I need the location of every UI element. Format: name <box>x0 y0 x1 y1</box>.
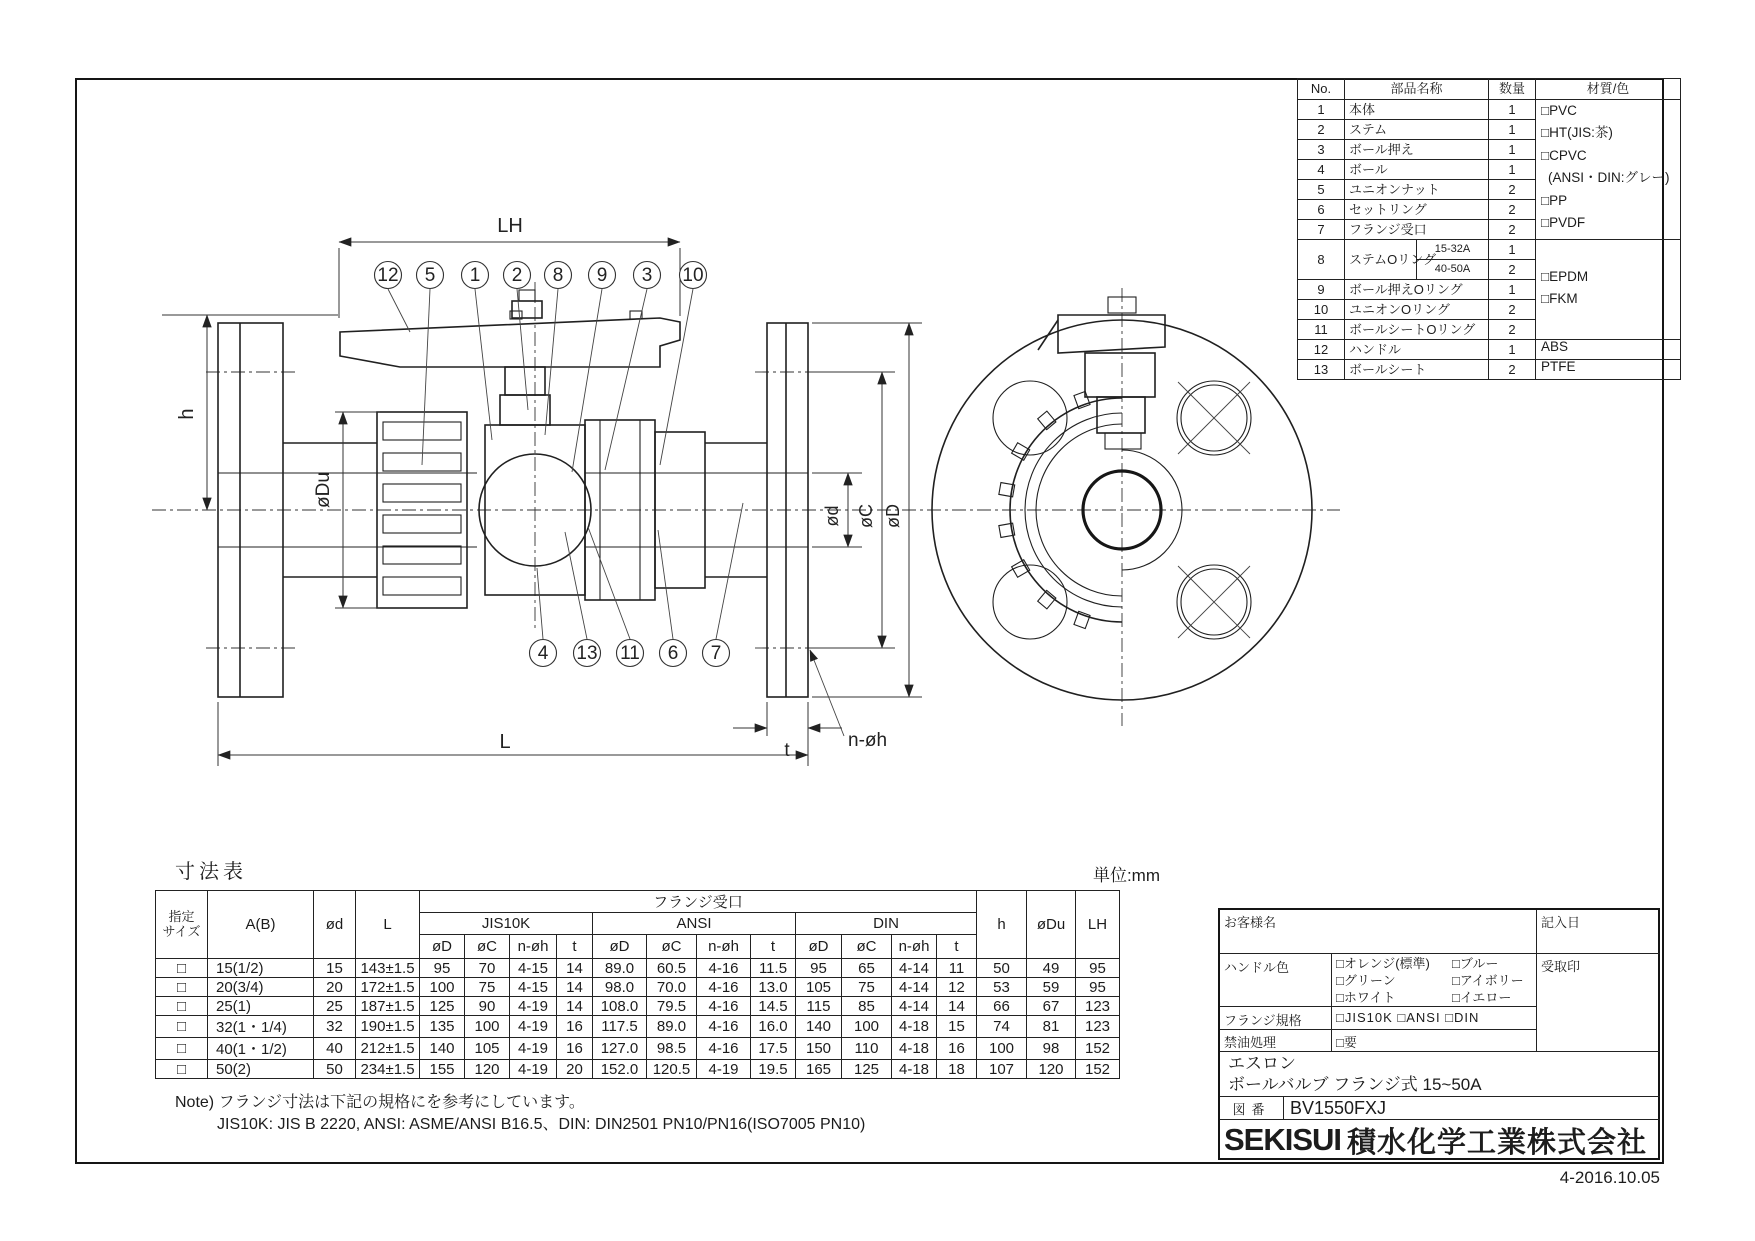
col-ansi: ANSI <box>593 913 796 935</box>
size-checkbox: □ <box>156 1016 208 1038</box>
svg-text:13: 13 <box>576 643 598 664</box>
customer-name-field: お客様名 <box>1220 910 1537 954</box>
company-row <box>1220 1120 1660 1160</box>
note-line-2: JIS10K: JIS B 2220, ANSI: ASME/ANSI B16.5、DIN: DIN2501 PN10/PN16(ISO7005 PN10) <box>217 1116 866 1133</box>
col-od: ød <box>314 891 356 959</box>
dim-t: t <box>784 740 790 761</box>
material-group-2: □EPDM □FKM <box>1536 240 1681 340</box>
col-qty: 数量 <box>1489 79 1536 100</box>
svg-text:11: 11 <box>620 643 640 664</box>
col-L: L <box>356 891 420 959</box>
col-material: 材質/色 <box>1536 79 1681 100</box>
drawing-number-value: BV1550FXJ <box>1284 1097 1660 1120</box>
part-row-8a: 8 ステムOリング 15-32A 1 □EPDM □FKM <box>1298 240 1681 260</box>
revision-date: 4-2016.10.05 <box>1559 1168 1660 1187</box>
col-h: h <box>977 891 1027 959</box>
dim-row: □ 15(1/2) 15 143±1.5 95 70 4-15 14 89.0 60.5 4-16 11.5 95 65 4-14 11 50 49 95 <box>156 959 1120 978</box>
svg-text:3: 3 <box>641 265 653 286</box>
size-checkbox: □ <box>156 1038 208 1060</box>
drawing-number-label: 図番 <box>1220 1097 1284 1120</box>
size-checkbox: □ <box>156 997 208 1016</box>
handle-color-options <box>1332 954 1537 1007</box>
svg-text:10: 10 <box>682 265 704 286</box>
oil-free-label: 禁油処理 <box>1220 1030 1332 1052</box>
part-row: 9 ボール押えOリング 1 <box>1298 280 1681 300</box>
part-row: 11 ボールシートOリング 2 <box>1298 320 1681 340</box>
svg-text:1: 1 <box>469 265 481 286</box>
dim-header-1 <box>156 891 1120 913</box>
col-LH: LH <box>1076 891 1120 959</box>
col-name: 部品名称 <box>1345 79 1489 100</box>
col-flange-group: フランジ受口 <box>420 891 977 913</box>
dim-table-title: 寸法表 <box>175 861 247 883</box>
product-brand: エスロン <box>1228 1054 1296 1073</box>
note-line-1: Note) フランジ寸法は下記の規格にを参考にしています。 <box>175 1094 585 1111</box>
dim-row: □ 20(3/4) 20 172±1.5 100 75 4-15 14 98.0 70.0 4-16 13.0 105 75 4-14 12 53 59 95 <box>156 978 1120 997</box>
oil-free-option: □要 <box>1332 1030 1537 1052</box>
parts-table <box>1297 78 1681 380</box>
svg-text:4: 4 <box>537 643 549 664</box>
col-din: DIN <box>796 913 977 935</box>
dim-row: □ 50(2) 50 234±1.5 155 120 4-19 20 152.0 120.5 4-19 19.5 165 125 4-18 18 107 120 152 <box>156 1060 1120 1079</box>
handle-color-label: ハンドル色 <box>1220 954 1332 1007</box>
svg-text:6: 6 <box>667 643 679 664</box>
svg-text:7: 7 <box>710 643 722 664</box>
col-jis10k: JIS10K <box>420 913 593 935</box>
dim-row: □ 32(1・1/4) 32 190±1.5 135 100 4-19 16 117.5 89.0 4-16 16.0 140 100 4-18 15 74 81 123 <box>156 1016 1120 1038</box>
dim-L: L <box>499 731 511 753</box>
dim-oD: øD <box>883 504 903 528</box>
dim-row: □ 25(1) 25 187±1.5 125 90 4-19 14 108.0 79.5 4-16 14.5 115 85 4-14 14 66 67 123 <box>156 997 1120 1016</box>
part-row: 3 ボール押え 1 <box>1298 140 1681 160</box>
dimension-table <box>155 890 1120 1079</box>
col-no: No. <box>1298 79 1345 100</box>
company-name: 積水化学工業株式会社 <box>1347 1126 1648 1159</box>
handle-color-option: □グリーン <box>1336 973 1396 988</box>
col-ab: A(B) <box>208 891 314 959</box>
svg-text:12: 12 <box>377 265 399 286</box>
part-row: 10 ユニオンOリング 2 <box>1298 300 1681 320</box>
dim-oC: øC <box>856 504 876 528</box>
part-row: 4 ボール 1 <box>1298 160 1681 180</box>
part-row: 6 セットリング 2 <box>1298 200 1681 220</box>
dim-h: h <box>176 408 198 420</box>
handle-color-option: □イエロー <box>1452 990 1512 1005</box>
dim-LH: LH <box>497 215 523 237</box>
dim-od: ød <box>822 505 842 527</box>
flange-standard-label: フランジ規格 <box>1220 1007 1332 1030</box>
part-row: 5 ユニオンナット 2 <box>1298 180 1681 200</box>
entry-date-field: 記入日 <box>1537 910 1660 954</box>
material-group-1: □PVC □HT(JIS:茶) □CPVC (ANSI・DIN:グレー) □PP □PVDF <box>1536 100 1681 240</box>
part-row: 13 ボールシート 2 PTFE <box>1298 360 1681 380</box>
dim-row: □ 40(1・1/2) 40 212±1.5 140 105 4-19 16 127.0 98.5 4-16 17.5 150 110 4-18 16 100 98 152 <box>156 1038 1120 1060</box>
dim-oDu: øDu <box>313 472 334 508</box>
handle <box>340 290 680 367</box>
title-block <box>1218 908 1660 1160</box>
svg-text:9: 9 <box>596 265 608 286</box>
size-checkbox: □ <box>156 959 208 978</box>
handle-color-option: □オレンジ(標準) <box>1336 956 1430 971</box>
flange-standard-options: □JIS10K □ANSI □DIN <box>1332 1007 1537 1030</box>
unit-label: 単位:mm <box>1092 866 1160 885</box>
handle-color-option: □アイボリー <box>1452 973 1524 988</box>
svg-text:2: 2 <box>511 265 523 286</box>
product-name <box>1220 1052 1660 1097</box>
part-row: 7 フランジ受口 2 <box>1298 220 1681 240</box>
parts-header-row <box>1298 79 1681 100</box>
dim-n-oh: n-øh <box>848 730 888 751</box>
col-oDu: øDu <box>1027 891 1076 959</box>
sekisui-logo: SEKISUI <box>1224 1122 1342 1157</box>
product-type: ボールバルブ フランジ式 15~50A <box>1228 1075 1482 1094</box>
valve-drawing <box>100 170 1350 790</box>
svg-text:5: 5 <box>424 265 436 286</box>
dim-header-3: øD øC n-øh t øD øC n-øh t øD øC n-øh t <box>156 935 1120 959</box>
handle-color-option: □ホワイト <box>1336 990 1396 1005</box>
part-row: 1 本体 1 □PVC □HT(JIS:茶) □CPVC (ANSI・DIN:グレー) □PP □PVDF <box>1298 100 1681 120</box>
size-checkbox: □ <box>156 978 208 997</box>
part-row-8b: 40-50A 2 <box>1298 260 1681 280</box>
flange-standard-notes <box>175 1092 865 1136</box>
part-row: 12 ハンドル 1 ABS <box>1298 340 1681 360</box>
part-row: 2 ステム 1 <box>1298 120 1681 140</box>
svg-text:8: 8 <box>552 265 564 286</box>
size-checkbox: □ <box>156 1060 208 1079</box>
col-size: 指定 サイズ <box>156 891 208 959</box>
handle-color-option: □ブルー <box>1452 956 1499 971</box>
receipt-stamp-field: 受取印 <box>1537 954 1660 1052</box>
